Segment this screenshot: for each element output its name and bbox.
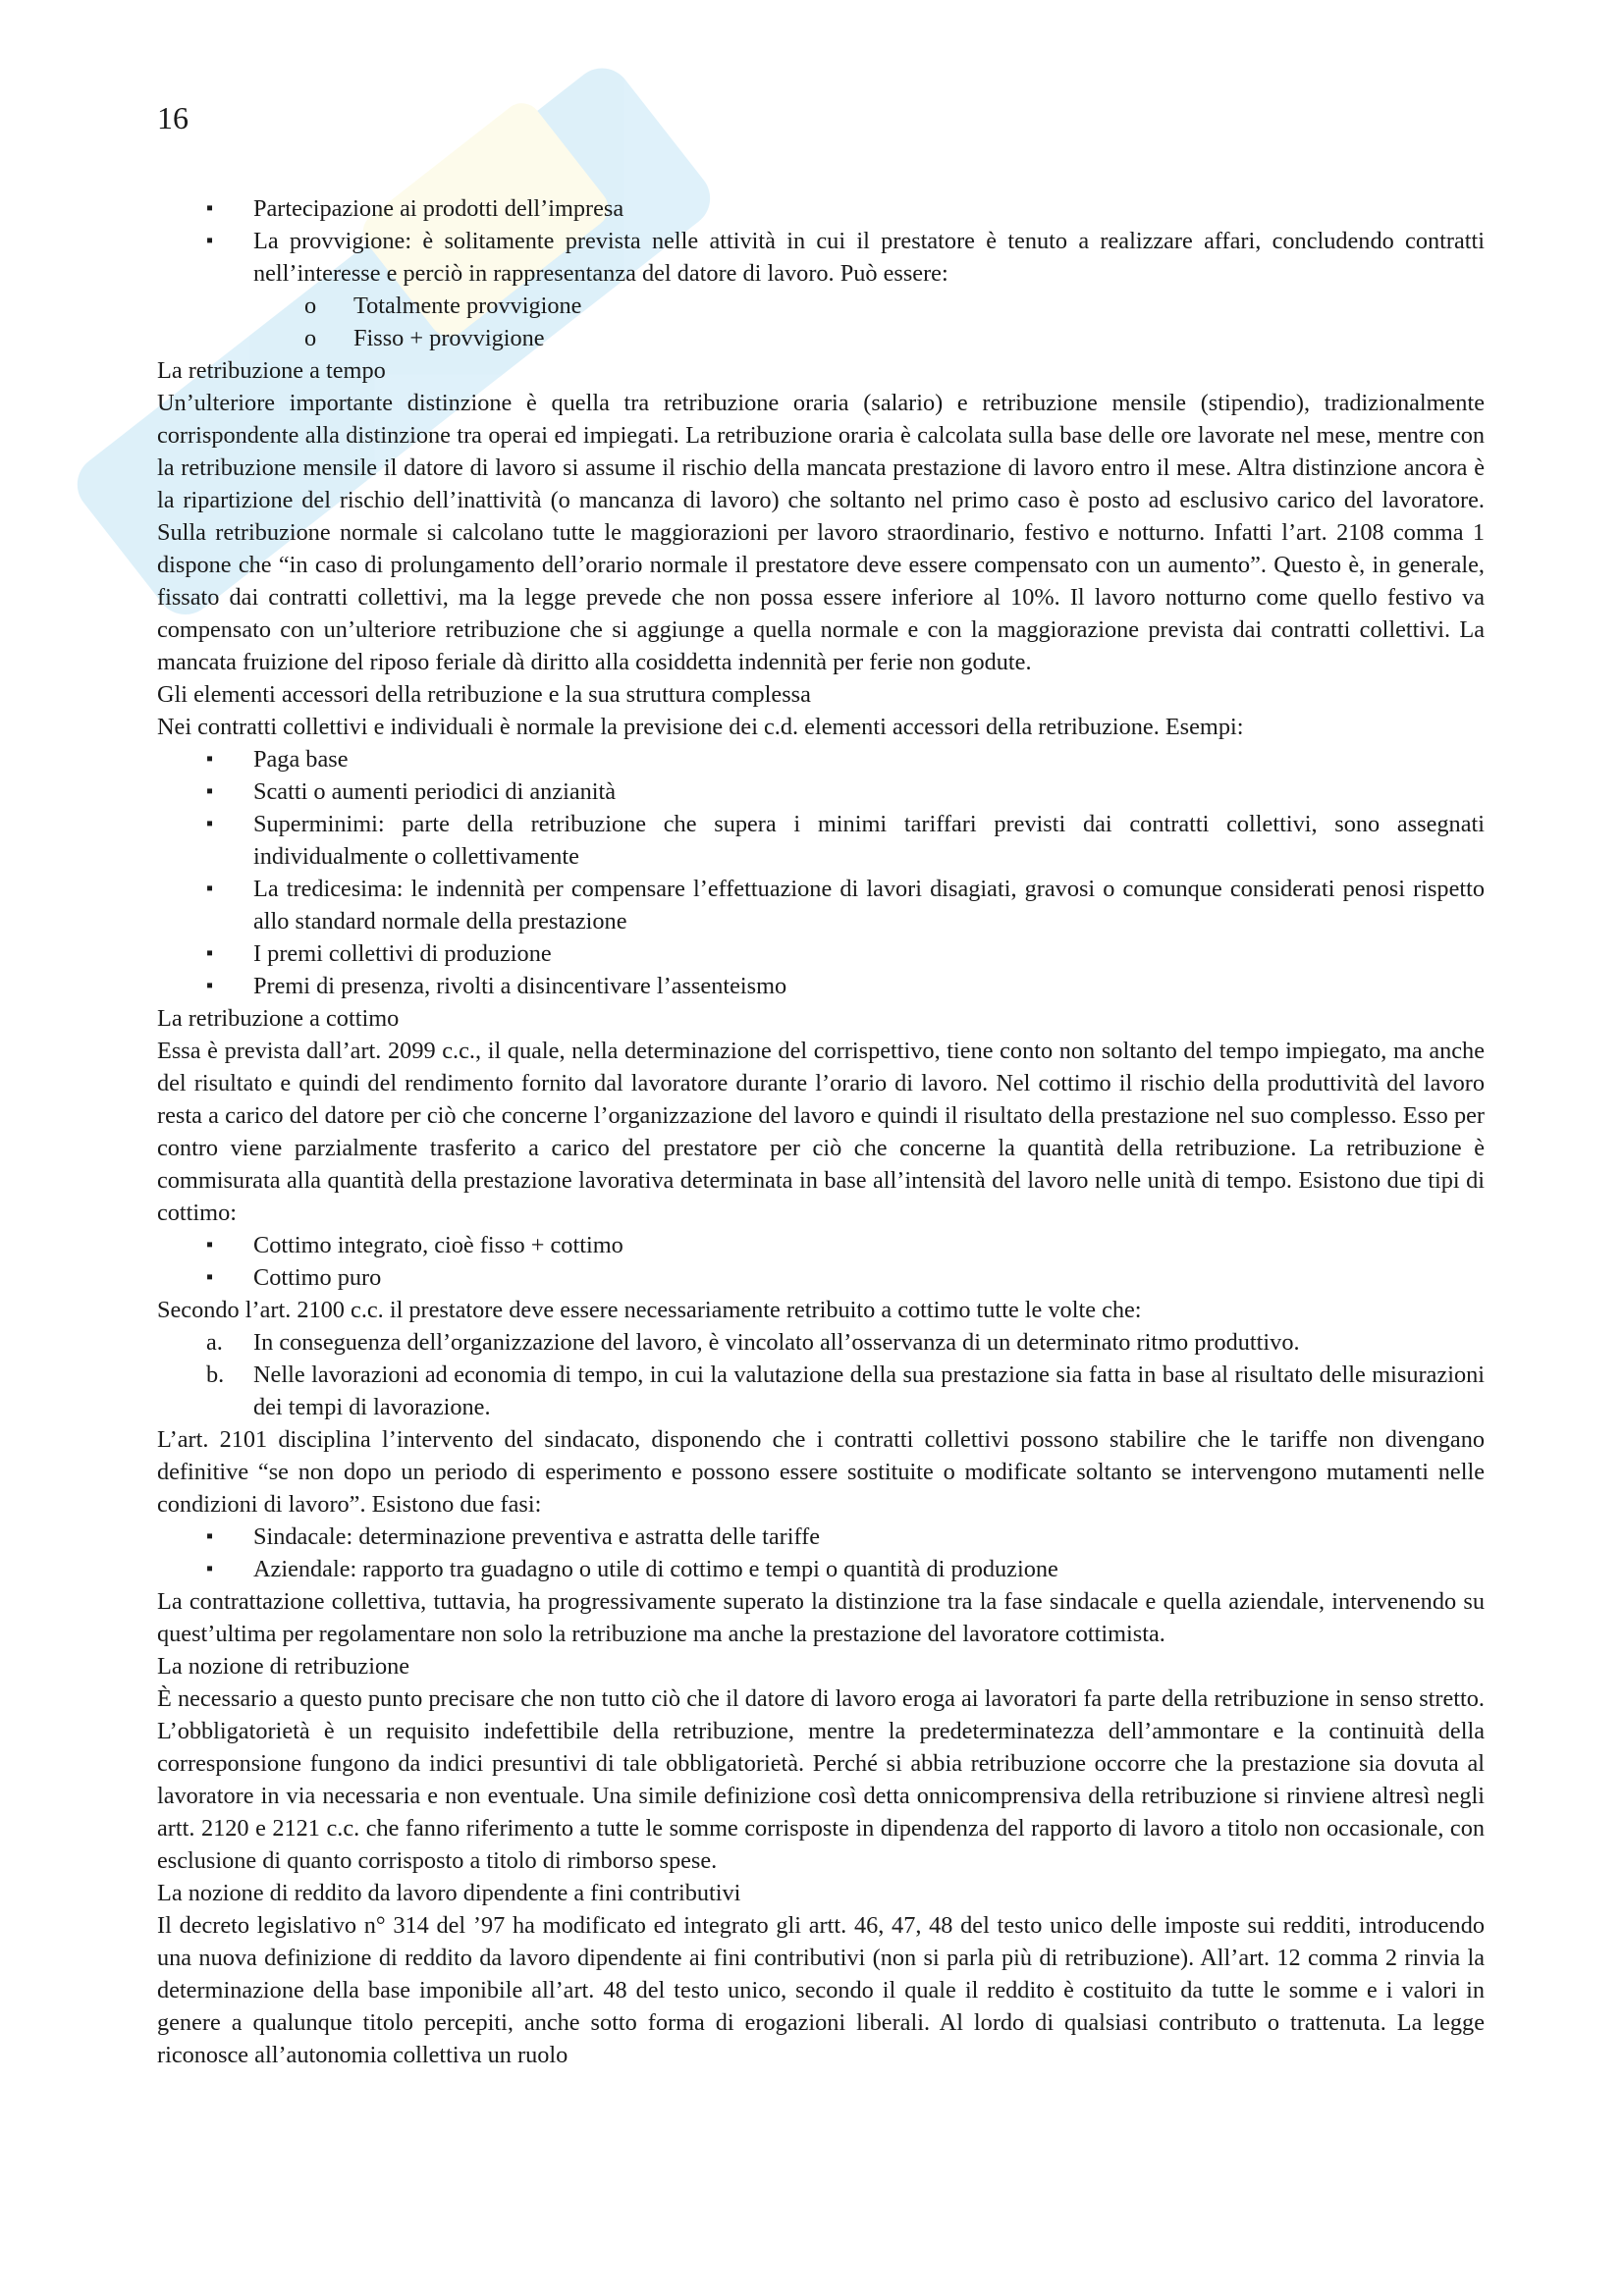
list-item: ▪ I premi collettivi di produzione (157, 937, 1485, 970)
paragraph: Nei contratti collettivi e individuali è normale la previsione dei c.d. elementi accessori della retribuzione. Esempi: (157, 714, 1244, 740)
list-marker: b. (206, 1362, 225, 1388)
list-item: ▪ Scatti o aumenti periodici di anzianità (157, 775, 1485, 808)
page-number: 16 (157, 100, 189, 135)
commission-types-list (157, 290, 1485, 354)
compensation-forms-list (157, 192, 1485, 290)
list-item: o Totalmente provvigione (157, 290, 1485, 322)
section-heading: La nozione di retribuzione (157, 1653, 410, 1680)
list-item-text: In conseguenza dell’organizzazione del lavoro, è vincolato all’osservanza di un determinato ritmo produttivo. (253, 1329, 1300, 1356)
list-item: ▪ Superminimi: parte della retribuzione che supera i minimi tariffari previsti dai contratti collettivi, sono assegnati individualmente o collettivamente (157, 808, 1485, 873)
list-item: ▪ Sindacale: determinazione preventiva e astratta delle tariffe (157, 1521, 1485, 1553)
paragraph: Essa è prevista dall’art. 2099 c.c., il quale, nella determinazione del corrispettivo, tiene conto non soltanto del tempo impiegato, ma anche del risultato e quindi del rendimento fornito dal lavoratore durante l’orario di lavoro. Nel cottimo il rischio della produttività del lavoro resta a carico del datore per ciò che concerne l’organizzazione del lavoro e quindi il risultato della prestazione nel suo complesso. Esso per contro viene parzialmente trasferito a carico del prestatore per ciò che concerne la quantità della retribuzione. La retribuzione è commisurata alla quantità della prestazione lavorativa determinata in base all’intensità del lavoro nelle unità di tempo. Esistono due tipi di cottimo: (157, 1038, 1485, 1226)
accessory-elements-list (157, 743, 1485, 1002)
list-marker: a. (206, 1329, 223, 1356)
paragraph: È necessario a questo punto precisare che non tutto ciò che il datore di lavoro eroga ai lavoratori fa parte della retribuzione in senso stretto. L’obbligatorietà è un requisito indefettibile della retribuzione, mentre la predeterminatezza dell’ammontare e la continuità della corresponsione fungono da indici presuntivi di tale obbligatorietà. Perché si abbia retribuzione occorre che la prestazione sia dovuta al lavoratore in via necessaria e non eventuale. Una simile definizione così detta onnicomprensiva della retribuzione si rinviene altresì negli artt. 2120 e 2121 c.c. che fanno riferimento a tutte le somme corrisposte in dipendenza del rapporto di lavoro a titolo non occasionale, con esclusione di quanto corrisposto a titolo di rimborso spese. (157, 1685, 1485, 1874)
list-item: ▪ Aziendale: rapporto tra guadagno o utile di cottimo e tempi o quantità di produzione (157, 1553, 1485, 1585)
paragraph: L’art. 2101 disciplina l’intervento del sindacato, disponendo che i contratti collettivi possono stabilire che le tariffe non divengano definitive “se non dopo un periodo di esperimento e possono essere sostituite o modificate soltanto se intervengono mutamenti nelle condizioni di lavoro”. Esistono due fasi: (157, 1426, 1485, 1518)
piecework-types-list (157, 1229, 1485, 1294)
section-heading: Gli elementi accessori della retribuzione e la sua struttura complessa (157, 681, 811, 708)
list-item: ▪ Cottimo puro (157, 1261, 1485, 1294)
list-item-text: Nelle lavorazioni ad economia di tempo, in cui la valutazione della sua prestazione sia fatta in base al risultato delle misurazioni dei tempi di lavorazione. (253, 1362, 1485, 1420)
list-item: ▪ Paga base (157, 743, 1485, 775)
section-heading: La retribuzione a tempo (157, 357, 386, 384)
list-item: ▪ Partecipazione ai prodotti dell’impresa (157, 192, 1485, 225)
paragraph: Un’ulteriore importante distinzione è quella tra retribuzione oraria (salario) e retribuzione mensile (stipendio), tradizionalmente corrispondente alla distinzione tra operai ed impiegati. La retribuzione oraria è calcolata sulla base delle ore lavorate nel mese, mentre con la retribuzione mensile il datore di lavoro si assume il rischio della mancata prestazione di lavoro entro il mese. Altra distinzione ancora è la ripartizione del rischio dell’inattività (o mancanza di lavoro) che soltanto nel primo caso è posto ad esclusivo carico del lavoratore. Sulla retribuzione normale si calcolano tutte le maggiorazioni per lavoro straordinario, festivo e notturno. Infatti l’art. 2108 comma 1 dispone che “in caso di prolungamento dell’orario normale il prestatore deve essere compensato con un aumento”. Questo è, in generale, fissato dai contratti collettivi, ma la legge prevede che non possa essere inferiore al 10%. Il lavoro notturno come quello festivo va compensato con un’ulteriore retribuzione che si aggiunge a quella normale e con la maggiorazione prevista dai contratti collettivi. La mancata fruizione del riposo feriale dà diritto alla cosiddetta indennità per ferie non godute. (157, 390, 1485, 675)
list-item: ▪ Premi di presenza, rivolti a disincentivare l’assenteismo (157, 970, 1485, 1002)
phases-list (157, 1521, 1485, 1585)
list-item: ▪ Cottimo integrato, cioè fisso + cottimo (157, 1229, 1485, 1261)
list-item: ▪ La provvigione: è solitamente prevista nelle attività in cui il prestatore è tenuto a realizzare affari, concludendo contratti nell’interesse e perciò in rappresentanza del datore di lavoro. Può essere: (157, 225, 1485, 290)
paragraph: Il decreto legislativo n° 314 del ’97 ha modificato ed integrato gli artt. 46, 47, 48 del testo unico delle imposte sui redditi, introducendo una nuova definizione di reddito da lavoro dipendente ai fini contributivi (non si parla più di retribuzione). All’art. 12 comma 2 rinvia la determinazione della base imponibile all’art. 48 del testo unico, secondo il quale il reddito è costituito da tutte le somme e i valori in genere a qualunque titolo percepiti, anche sotto forma di erogazioni liberali. Al lordo di qualsiasi contributo o trattenuta. La legge riconosce all’autonomia collettiva un ruolo (157, 1912, 1485, 2068)
list-item (157, 1326, 1485, 1359)
section-heading: La retribuzione a cottimo (157, 1005, 400, 1032)
paragraph: Secondo l’art. 2100 c.c. il prestatore deve essere necessariamente retribuito a cottimo tutte le volte che: (157, 1297, 1142, 1323)
document-body (157, 192, 1485, 2071)
paragraph: La contrattazione collettiva, tuttavia, ha progressivamente superato la distinzione tra la fase sindacale e quella aziendale, intervenendo su quest’ultima per regolamentare non solo la retribuzione ma anche la prestazione del lavoratore cottimista. (157, 1588, 1485, 1647)
list-item (157, 1359, 1485, 1423)
section-heading: La nozione di reddito da lavoro dipendente a fini contributivi (157, 1880, 741, 1906)
list-item: o Fisso + provvigione (157, 322, 1485, 354)
list-item: ▪ La tredicesima: le indennità per compensare l’effettuazione di lavori disagiati, gravosi o comunque considerati penosi rispetto allo standard normale della prestazione (157, 873, 1485, 937)
piecework-cases-list (157, 1326, 1485, 1423)
